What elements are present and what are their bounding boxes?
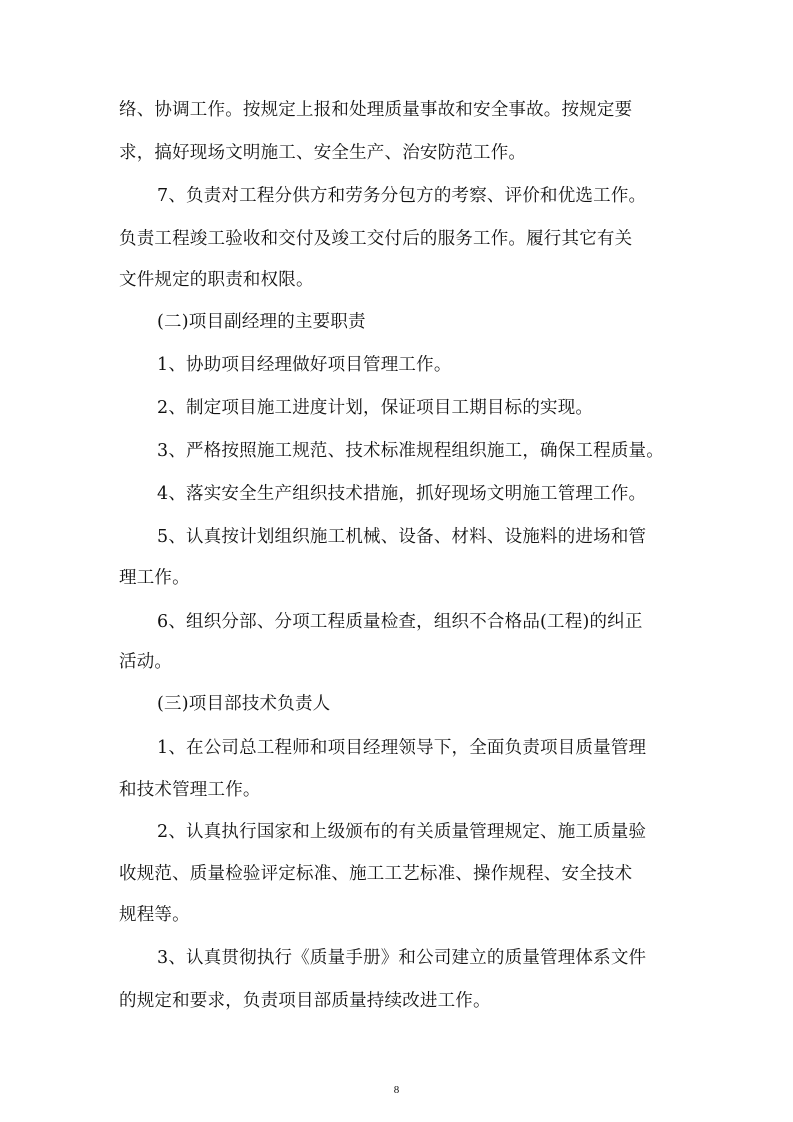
text-line-18: 2、认真执行国家和上级颁布的有关质量管理规定、施工质量验 bbox=[157, 822, 647, 842]
text-line-11: 5、认真按计划组织施工机械、设备、材料、设施料的进场和管 bbox=[157, 527, 647, 547]
text-line-7: 1、协助项目经理做好项目管理工作。 bbox=[157, 355, 452, 375]
text-line-4: 负责工程竣工验收和交付及竣工交付后的服务工作。履行其它有关 bbox=[119, 229, 633, 249]
text-line-8: 2、制定项目施工进度计划，保证项目工期目标的实现。 bbox=[157, 398, 594, 418]
text-line-16: 1、在公司总工程师和项目经理领导下，全面负责项目质量管理 bbox=[157, 738, 647, 758]
text-line-9: 3、严格按照施工规范、技术标准规程组织施工，确保工程质量。 bbox=[157, 441, 664, 461]
text-line-21: 3、认真贯彻执行《质量手册》和公司建立的质量管理体系文件 bbox=[157, 948, 647, 968]
text-line-5: 文件规定的职责和权限。 bbox=[119, 270, 314, 290]
text-line-3: 7、负责对工程分供方和劳务分包方的考察、评价和优选工作。 bbox=[157, 186, 647, 206]
text-line-13: 6、组织分部、分项工程质量检查，组织不合格品(工程)的纠正 bbox=[157, 612, 643, 632]
text-line-1: 络、协调工作。按规定上报和处理质量事故和安全事故。按规定要 bbox=[119, 100, 633, 120]
section-heading-3: (三)项目部技术负责人 bbox=[157, 694, 331, 714]
text-line-12: 理工作。 bbox=[119, 568, 190, 588]
text-line-19: 收规范、质量检验评定标准、施工工艺标准、操作规程、安全技术 bbox=[119, 864, 633, 884]
text-line-22: 的规定和要求，负责项目部质量持续改进工作。 bbox=[119, 991, 491, 1011]
text-line-14: 活动。 bbox=[119, 652, 173, 672]
section-heading-2: (二)项目副经理的主要职责 bbox=[157, 312, 366, 332]
text-line-10: 4、落实安全生产组织技术措施，抓好现场文明施工管理工作。 bbox=[157, 484, 647, 504]
text-line-2: 求，搞好现场文明施工、安全生产、治安防范工作。 bbox=[119, 143, 527, 163]
page-number: 8 bbox=[393, 1084, 400, 1096]
text-line-20: 规程等。 bbox=[119, 905, 190, 925]
text-line-17: 和技术管理工作。 bbox=[119, 780, 261, 800]
